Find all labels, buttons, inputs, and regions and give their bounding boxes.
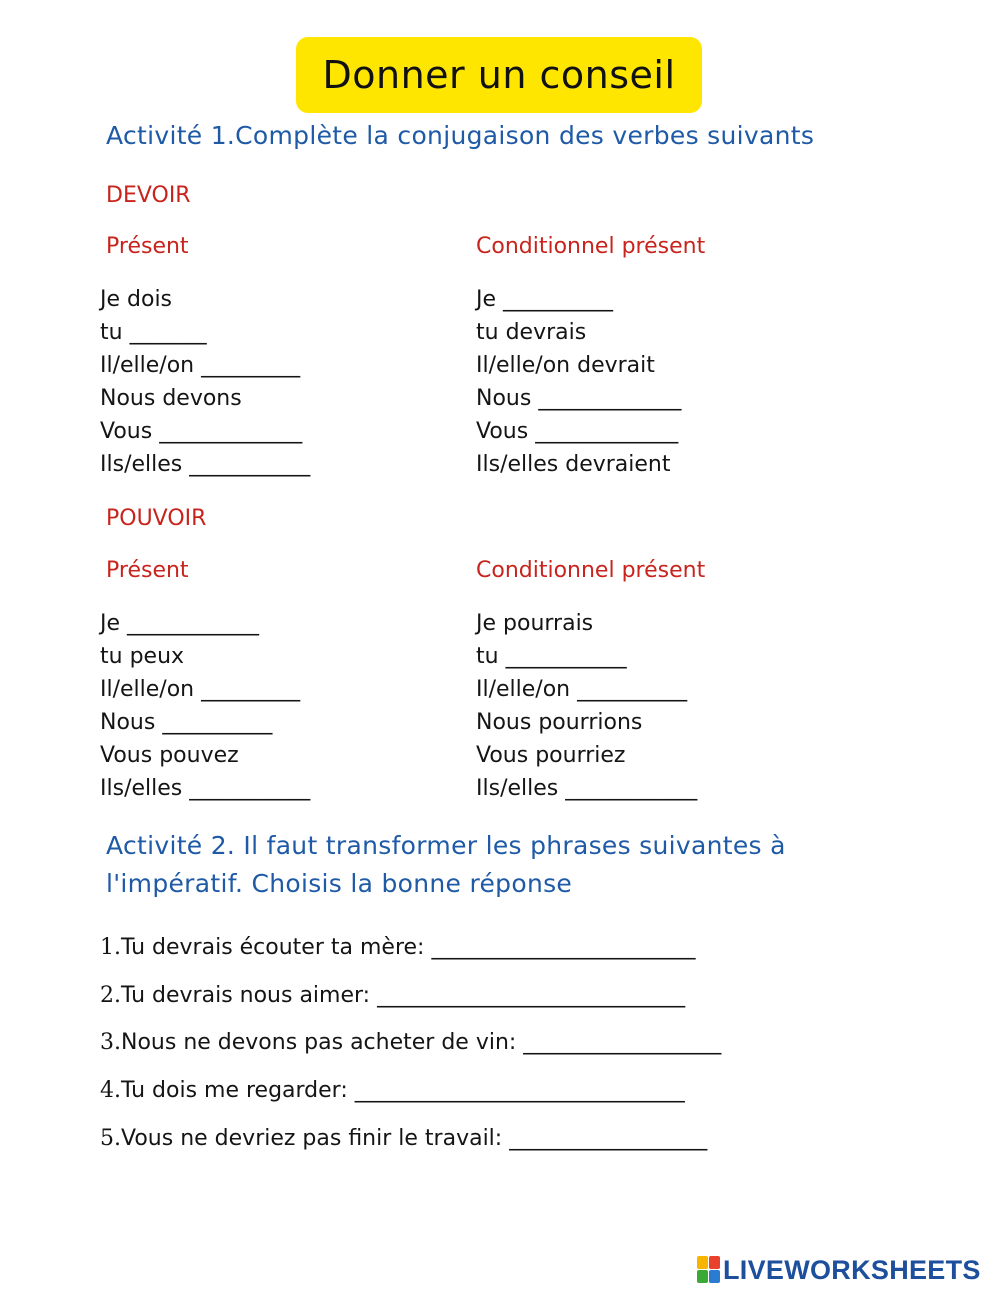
devoir-present-tu[interactable]: tu _______	[100, 320, 207, 345]
question-text: Tu devrais nous aimer: ____________________________	[121, 983, 686, 1008]
liveworksheets-logo-icon	[697, 1256, 721, 1284]
devoir-conditional-label: Conditionnel présent	[476, 234, 706, 259]
pouvoir-present-nous[interactable]: Nous __________	[100, 710, 273, 735]
question-item[interactable]	[100, 1126, 707, 1151]
devoir-present-ils[interactable]: Ils/elles ___________	[100, 452, 311, 477]
devoir-present-il[interactable]: Il/elle/on _________	[100, 353, 301, 378]
question-number: 5.	[100, 1126, 121, 1151]
question-text: Tu devrais écouter ta mère: ________________________	[121, 935, 696, 960]
question-text: Nous ne devons pas acheter de vin: __________________	[121, 1030, 722, 1055]
question-item[interactable]	[100, 1078, 685, 1103]
verb-title-devoir: DEVOIR	[106, 183, 191, 208]
activity-2-heading-line1: Activité 2. Il faut transformer les phrases suivantes à	[106, 831, 786, 860]
devoir-conditional-je[interactable]: Je __________	[476, 287, 614, 312]
title-banner	[296, 37, 702, 113]
liveworksheets-logo-text: LIVEWORKSHEETS	[723, 1254, 981, 1285]
pouvoir-present-label: Présent	[106, 558, 189, 583]
devoir-present-vous[interactable]: Vous _____________	[100, 419, 303, 444]
activity-2-heading-line2: l'impératif. Choisis la bonne réponse	[106, 869, 573, 898]
devoir-conditional-ils: Ils/elles devraient	[476, 452, 671, 477]
question-text: Vous ne devriez pas finir le travail: __________________	[121, 1126, 708, 1151]
devoir-present-je: Je dois	[100, 287, 173, 312]
question-text: Tu dois me regarder: ______________________________	[121, 1078, 685, 1103]
devoir-present-label: Présent	[106, 234, 189, 259]
question-number: 2.	[100, 983, 121, 1008]
question-number: 1.	[100, 935, 121, 960]
devoir-conditional-il: Il/elle/on devrait	[476, 353, 655, 378]
pouvoir-conditional-vous: Vous pourriez	[476, 743, 626, 768]
pouvoir-conditional-ils[interactable]: Ils/elles ____________	[476, 776, 698, 801]
devoir-conditional-tu: tu devrais	[476, 320, 587, 345]
pouvoir-present-ils[interactable]: Ils/elles ___________	[100, 776, 311, 801]
question-item[interactable]	[100, 935, 695, 960]
pouvoir-conditional-nous: Nous pourrions	[476, 710, 643, 735]
devoir-present-nous: Nous devons	[100, 386, 242, 411]
pouvoir-conditional-je: Je pourrais	[476, 611, 594, 636]
pouvoir-present-vous: Vous pouvez	[100, 743, 239, 768]
pouvoir-conditional-label: Conditionnel présent	[476, 558, 706, 583]
liveworksheets-logo[interactable]	[697, 1253, 981, 1287]
pouvoir-present-il[interactable]: Il/elle/on _________	[100, 677, 301, 702]
page-title: Donner un conseil	[322, 53, 676, 97]
question-number: 4.	[100, 1078, 121, 1103]
activity-1-heading: Activité 1.Complète la conjugaison des verbes suivants	[106, 121, 815, 150]
question-item[interactable]	[100, 983, 685, 1008]
question-item[interactable]	[100, 1030, 721, 1055]
verb-title-pouvoir: POUVOIR	[106, 506, 207, 531]
pouvoir-present-tu: tu peux	[100, 644, 185, 669]
pouvoir-present-je[interactable]: Je ____________	[100, 611, 260, 636]
devoir-conditional-vous[interactable]: Vous _____________	[476, 419, 679, 444]
devoir-conditional-nous[interactable]: Nous _____________	[476, 386, 682, 411]
pouvoir-conditional-tu[interactable]: tu ___________	[476, 644, 627, 669]
question-number: 3.	[100, 1030, 121, 1055]
pouvoir-conditional-il[interactable]: Il/elle/on __________	[476, 677, 688, 702]
